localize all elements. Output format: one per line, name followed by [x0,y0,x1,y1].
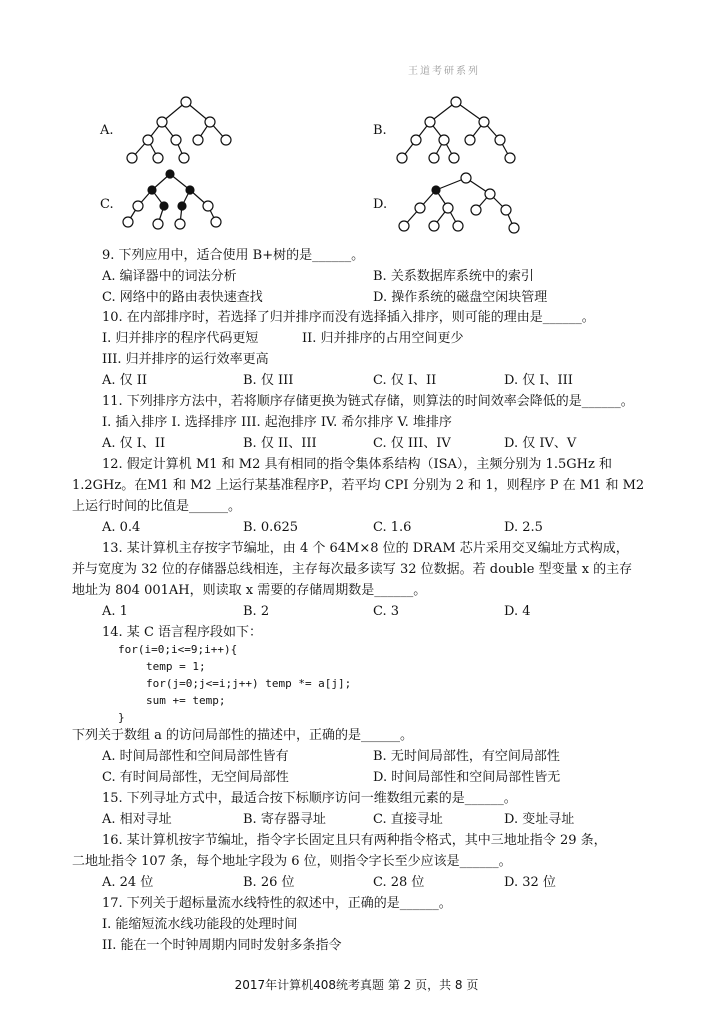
q10-option-a: A. 仅 II [102,373,148,388]
q17-statement-1: I. 能缩短流水线功能段的处理时间 [102,917,298,932]
q11-option-c: C. 仅 III、IV [373,436,451,451]
q8-option-b-label: B. [373,123,387,138]
q13-line-3: 地址为 804 001AH，则读取 x 需要的存储周期数是______。 [72,583,427,598]
tree-diagram-b [390,92,520,164]
q17-stem: 17. 下列关于超标量流水线特性的叙述中，正确的是______。 [102,896,452,911]
q13-option-a: A. 1 [102,604,128,619]
q16-option-a: A. 24 位 [102,875,154,890]
page-header-watermark: 王道考研系列 [408,66,480,77]
q12-option-c: C. 1.6 [373,520,412,535]
q15-option-b: B. 寄存器寻址 [243,812,326,827]
q13-line-1: 13. 某计算机主存按字节编址，由 4 个 64M×8 位的 DRAM 芯片采用交叉编址方式构成， [102,541,629,556]
q14-code-line-4: sum += temp; [146,694,226,707]
q12-option-b: B. 0.625 [243,520,299,535]
q10-option-d: D. 仅 I、III [504,373,573,388]
q9-option-a: A. 编译器中的词法分析 [102,269,237,284]
q14-question: 下列关于数组 a 的访问局部性的描述中，正确的是______。 [72,728,414,743]
q11-option-a: A. 仅 I、II [102,436,166,451]
q14-code-line-1: for(i=0;i<=9;i++){ [118,643,238,656]
q14-stem: 14. 某 C 语言程序段如下： [102,625,263,640]
q14-option-b: B. 无时间局部性，有空间局部性 [373,749,560,764]
q8-option-a-label: A. [100,123,114,138]
q15-stem: 15. 下列寻址方式中，最适合按下标顺序访问一维数组元素的是______。 [102,791,517,806]
q12-line-2: 1.2GHz。在M1 和 M2 上运行某基准程序P，若平均 CPI 分别为 2 和 1，则程序 P 在 M1 和 M2 [72,478,645,493]
tree-diagram-a [118,92,238,164]
q16-line-2: 二地址指令 107 条，每个地址字段为 6 位，则指令字长至少应该是______。 [72,854,512,869]
q12-option-a: A. 0.4 [102,520,141,535]
q15-option-a: A. 相对寻址 [102,812,172,827]
q17-statement-2: II. 能在一个时钟周期内同时发射多条指令 [102,938,342,953]
q12-line-3: 上运行时间的比值是______。 [72,499,242,514]
q11-stem: 11. 下列排序方法中，若将顺序存储更换为链式存储，则算法的时间效率会降低的是______。 [102,394,634,409]
q10-option-b: B. 仅 III [243,373,294,388]
tree-diagram-d [390,168,520,240]
q10-statement-3: III. 归并排序的运行效率更高 [102,352,269,367]
q14-option-c: C. 有时间局部性，无空间局部性 [102,770,289,785]
q16-option-c: C. 28 位 [373,875,425,890]
q14-option-a: A. 时间局部性和空间局部性皆有 [102,749,289,764]
q14-option-d: D. 时间局部性和空间局部性皆无 [373,770,561,785]
q12-line-1: 12. 假定计算机 M1 和 M2 具有相同的指令集体系结构（ISA），主频分别为 1.5GHz 和 [102,457,612,472]
q8-option-c-label: C. [100,197,114,212]
q15-option-d: D. 变址寻址 [504,812,575,827]
q13-option-d: D. 4 [504,604,531,619]
q13-option-c: C. 3 [373,604,400,619]
q13-option-b: B. 2 [243,604,270,619]
q13-line-2: 并与宽度为 32 位的存储器总线相连，主存每次最多读写 32 位数据。若 double 型变量 x 的主存 [72,562,633,577]
q16-option-b: B. 26 位 [243,875,295,890]
q9-option-d: D. 操作系统的磁盘空闲块管理 [373,290,548,305]
q14-code-line-5: } [118,711,125,724]
q10-option-c: C. 仅 I、II [373,373,437,388]
q8-option-d-label: D. [373,197,388,212]
q9-stem: 9. 下列应用中，适合使用 B+树的是______。 [102,248,365,263]
q9-option-b: B. 关系数据库系统中的索引 [373,269,534,284]
q11-option-d: D. 仅 IV、V [504,436,577,451]
q16-line-1: 16. 某计算机按字节编址，指令字长固定且只有两种指令格式，其中三地址指令 29 条， [102,833,607,848]
q15-option-c: C. 直接寻址 [373,812,443,827]
q16-option-d: D. 32 位 [504,875,556,890]
q12-option-d: D. 2.5 [504,520,543,535]
q10-stem: 10. 在内部排序时，若选择了归并排序而没有选择插入排序，则可能的理由是______。 [102,310,595,325]
q10-statement-1: I. 归并排序的程序代码更短 [102,331,259,346]
q14-code-line-2: temp = 1; [146,660,206,673]
q11-option-b: B. 仅 II、III [243,436,317,451]
q10-statement-2: II. 归并排序的占用空间更少 [302,331,464,346]
q14-code-line-3: for(j=0;j<=i;j++) temp *= a[j]; [146,677,352,690]
tree-diagram-c [118,164,230,236]
page-footer: 2017年计算机408统考真题 第 2 页，共 8 页 [234,978,479,992]
q11-items: I. 插入排序 I. 选择排序 III. 起泡排序 IV. 希尔排序 V. 堆排序 [102,415,452,430]
q9-option-c: C. 网络中的路由表快速查找 [102,290,263,305]
